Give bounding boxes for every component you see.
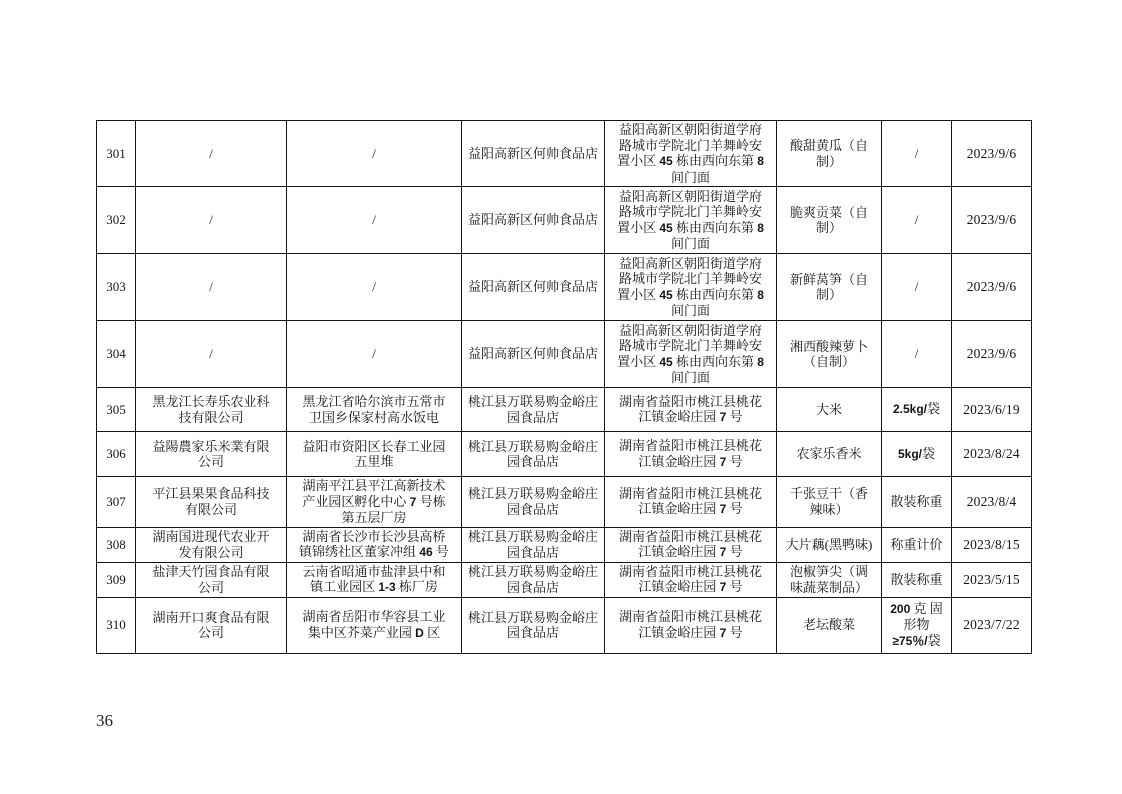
cell-no: 309 (97, 562, 136, 597)
cell-no: 302 (97, 187, 136, 254)
cell-store: 桃江县万联易购金峪庄园食品店 (462, 527, 605, 562)
cell-store: 益阳高新区何帅食品店 (462, 321, 605, 388)
cell-spec: / (882, 187, 952, 254)
table-row (97, 321, 1032, 388)
cell-store: 桃江县万联易购金峪庄园食品店 (462, 432, 605, 477)
cell-store-address: 湖南省益阳市桃江县桃花江镇金峪庄园 7 号 (605, 477, 777, 528)
cell-no: 307 (97, 477, 136, 528)
cell-date: 2023/8/4 (952, 477, 1032, 528)
cell-date: 2023/6/19 (952, 388, 1032, 432)
cell-spec: 5kg/袋 (882, 432, 952, 477)
cell-store: 桃江县万联易购金峪庄园食品店 (462, 477, 605, 528)
cell-product: 脆爽贡菜（自制） (777, 187, 882, 254)
cell-date: 2023/5/15 (952, 562, 1032, 597)
cell-no: 301 (97, 121, 136, 187)
cell-company: / (136, 321, 287, 388)
cell-no: 305 (97, 388, 136, 432)
cell-product: 大片藕(黑鸭味) (777, 527, 882, 562)
cell-store-address: 益阳高新区朝阳街道学府路城市学院北门羊舞岭安置小区 45 栋由西向东第 8 间门面 (605, 321, 777, 388)
cell-date: 2023/8/15 (952, 527, 1032, 562)
table-row (97, 121, 1032, 187)
cell-product: 农家乐香米 (777, 432, 882, 477)
cell-company: 湖南开口爽食品有限公司 (136, 597, 287, 653)
cell-date: 2023/9/6 (952, 321, 1032, 388)
cell-no: 306 (97, 432, 136, 477)
cell-company-address: 湖南平江县平江高新技术产业园区孵化中心 7 号栋第五层厂房 (287, 477, 462, 528)
cell-store-address: 益阳高新区朝阳街道学府路城市学院北门羊舞岭安置小区 45 栋由西向东第 8 间门面 (605, 254, 777, 321)
table-row (97, 388, 1032, 432)
cell-spec: 称重计价 (882, 527, 952, 562)
cell-date: 2023/9/6 (952, 121, 1032, 187)
cell-company: 湖南国进现代农业开发有限公司 (136, 527, 287, 562)
cell-store: 益阳高新区何帅食品店 (462, 254, 605, 321)
cell-store-address: 益阳高新区朝阳街道学府路城市学院北门羊舞岭安置小区 45 栋由西向东第 8 间门面 (605, 121, 777, 187)
cell-date: 2023/8/24 (952, 432, 1032, 477)
cell-store-address: 湖南省益阳市桃江县桃花江镇金峪庄园 7 号 (605, 527, 777, 562)
cell-company: 盐津天竹园食品有限公司 (136, 562, 287, 597)
cell-spec: 散装称重 (882, 562, 952, 597)
cell-company-address: 云南省昭通市盐津县中和镇工业园区 1-3 栋厂房 (287, 562, 462, 597)
cell-product: 泡椒笋尖（调味蔬菜制品） (777, 562, 882, 597)
cell-no: 310 (97, 597, 136, 653)
table-row (97, 562, 1032, 597)
cell-company-address: / (287, 254, 462, 321)
cell-product: 老坛酸菜 (777, 597, 882, 653)
cell-store-address: 湖南省益阳市桃江县桃花江镇金峪庄园 7 号 (605, 597, 777, 653)
cell-store: 益阳高新区何帅食品店 (462, 121, 605, 187)
cell-no: 304 (97, 321, 136, 388)
cell-store-address: 湖南省益阳市桃江县桃花江镇金峪庄园 7 号 (605, 388, 777, 432)
cell-date: 2023/9/6 (952, 187, 1032, 254)
cell-company-address: 益阳市资阳区长春工业园五里堆 (287, 432, 462, 477)
cell-company: / (136, 187, 287, 254)
cell-store-address: 益阳高新区朝阳街道学府路城市学院北门羊舞岭安置小区 45 栋由西向东第 8 间门面 (605, 187, 777, 254)
cell-spec: 2.5kg/袋 (882, 388, 952, 432)
cell-company: 平江县果果食品科技有限公司 (136, 477, 287, 528)
cell-company-address: 黑龙江省哈尔滨市五常市卫国乡保家村高水饭电 (287, 388, 462, 432)
cell-product: 大米 (777, 388, 882, 432)
cell-spec: 散装称重 (882, 477, 952, 528)
cell-company: / (136, 254, 287, 321)
cell-company: / (136, 121, 287, 187)
table-row (97, 597, 1032, 653)
table-row (97, 477, 1032, 528)
table-row (97, 527, 1032, 562)
table-row (97, 254, 1032, 321)
cell-company-address: 湖南省长沙市长沙县高桥镇锦绣社区董家冲组 46 号 (287, 527, 462, 562)
cell-company-address: / (287, 121, 462, 187)
cell-company-address: 湖南省岳阳市华容县工业集中区芥菜产业园 D 区 (287, 597, 462, 653)
cell-spec: / (882, 121, 952, 187)
cell-no: 303 (97, 254, 136, 321)
table-row (97, 187, 1032, 254)
cell-no: 308 (97, 527, 136, 562)
cell-store: 益阳高新区何帅食品店 (462, 187, 605, 254)
cell-company: 益陽農家乐米業有限公司 (136, 432, 287, 477)
cell-product: 新鲜莴笋（自制） (777, 254, 882, 321)
cell-product: 千张豆干（香辣味） (777, 477, 882, 528)
cell-store: 桃江县万联易购金峪庄园食品店 (462, 597, 605, 653)
cell-date: 2023/7/22 (952, 597, 1032, 653)
cell-company-address: / (287, 321, 462, 388)
page-number: 36 (96, 711, 113, 730)
cell-product: 酸甜黄瓜（自制） (777, 121, 882, 187)
cell-store: 桃江县万联易购金峪庄园食品店 (462, 388, 605, 432)
cell-spec: / (882, 254, 952, 321)
cell-company: 黑龙江长寿乐农业科技有限公司 (136, 388, 287, 432)
cell-spec: 200 克 固形物 ≥75％/袋 (882, 597, 952, 653)
cell-date: 2023/9/6 (952, 254, 1032, 321)
table-row (97, 432, 1032, 477)
cell-store-address: 湖南省益阳市桃江县桃花江镇金峪庄园 7 号 (605, 432, 777, 477)
cell-store: 桃江县万联易购金峪庄园食品店 (462, 562, 605, 597)
cell-company-address: / (287, 187, 462, 254)
cell-store-address: 湖南省益阳市桃江县桃花江镇金峪庄园 7 号 (605, 562, 777, 597)
cell-product: 湘西酸辣萝卜（自制） (777, 321, 882, 388)
records-table (96, 120, 1032, 654)
cell-spec: / (882, 321, 952, 388)
